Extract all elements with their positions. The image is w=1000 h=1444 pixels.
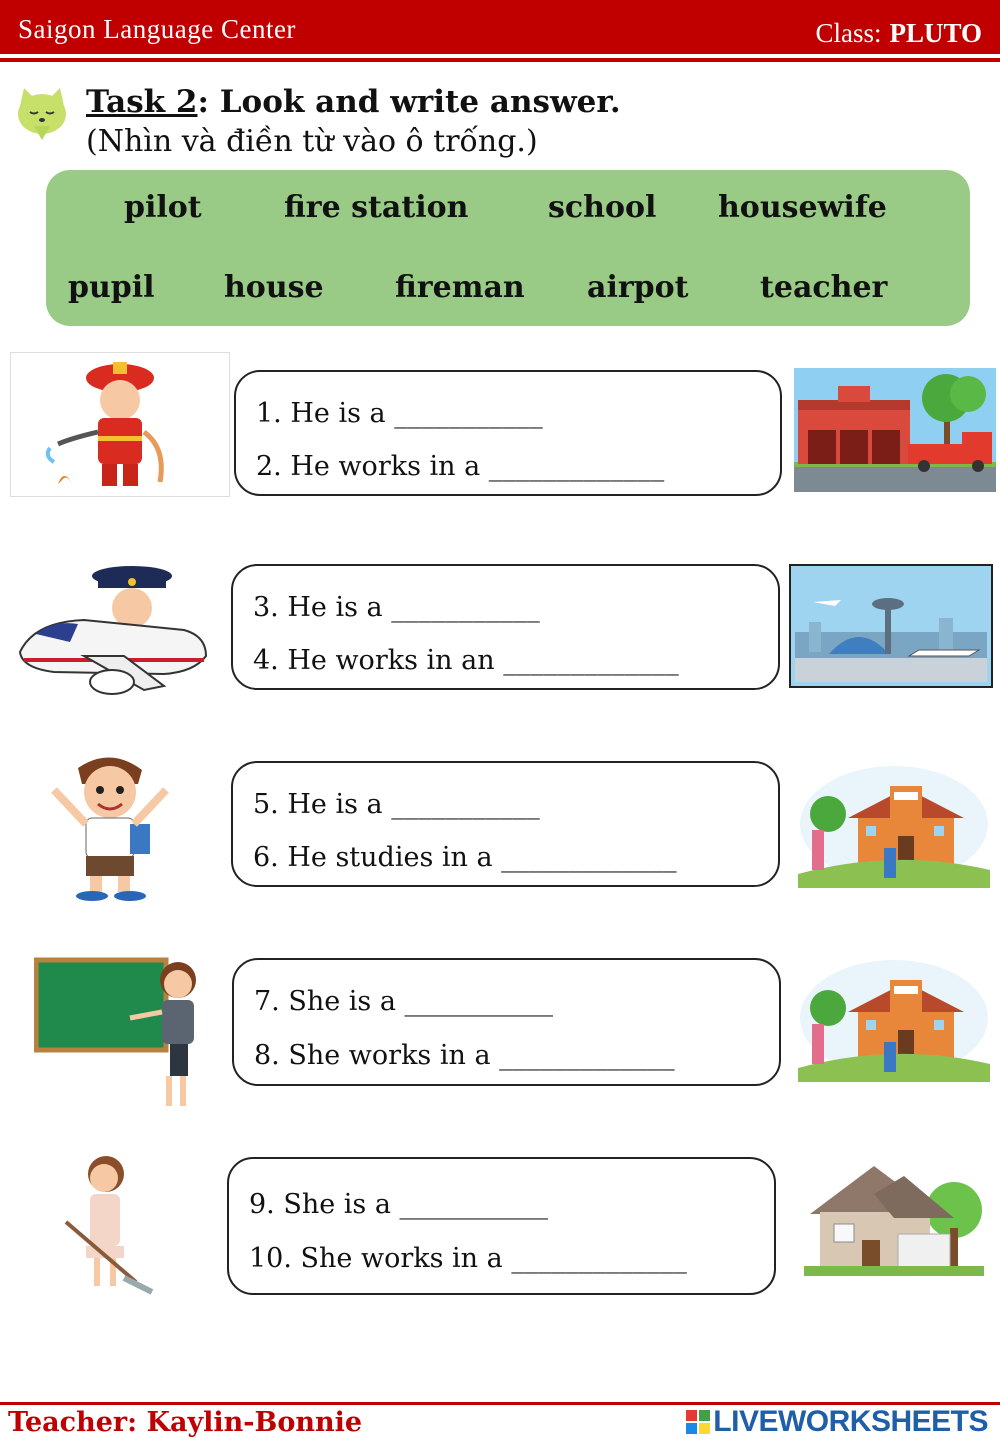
airport-picture — [789, 564, 993, 688]
header-bar — [0, 0, 1000, 54]
liveworksheets-icon — [686, 1410, 710, 1434]
fire-station-picture — [794, 368, 996, 492]
word-pilot: pilot — [124, 190, 202, 225]
task-number: Task 2 — [86, 84, 198, 120]
word-airpot: airpot — [587, 270, 689, 305]
word-house: house — [224, 270, 324, 305]
question-1: 1. He is a ___________ — [256, 398, 543, 429]
question-box-2 — [231, 564, 780, 690]
task-title — [86, 84, 621, 120]
task-instruction: : Look and write answer. — [197, 84, 621, 120]
class-label-text: Class: — [815, 18, 882, 48]
question-3: 3. He is a ___________ — [253, 592, 540, 623]
liveworksheets-text: LIVEWORKSHEETS — [713, 1405, 988, 1438]
teacher-credit: Teacher: Kaylin-Bonnie — [8, 1407, 363, 1438]
word-school: school — [548, 190, 657, 225]
question-4: 4. He works in an _____________ — [253, 645, 679, 676]
question-7: 7. She is a ___________ — [254, 986, 554, 1017]
word-housewife: housewife — [718, 190, 887, 225]
question-10: 10. She works in a _____________ — [249, 1243, 687, 1274]
question-box-3 — [231, 761, 780, 887]
header-divider — [0, 58, 1000, 62]
class-label — [815, 18, 982, 49]
question-9: 9. She is a ___________ — [249, 1189, 549, 1220]
housewife-picture — [56, 1152, 160, 1300]
word-pupil: pupil — [68, 270, 155, 305]
class-value: PLUTO — [889, 18, 982, 48]
word-teacher: teacher — [760, 270, 888, 305]
center-name: Saigon Language Center — [18, 14, 296, 44]
question-box-5 — [227, 1157, 776, 1295]
school-picture-2 — [798, 958, 990, 1082]
question-2: 2. He works in a _____________ — [256, 451, 665, 482]
question-box-1 — [234, 370, 782, 496]
school-picture — [798, 764, 990, 888]
liveworksheets-logo — [686, 1405, 988, 1439]
question-6: 6. He studies in a _____________ — [253, 842, 677, 873]
teacher-picture — [34, 956, 210, 1112]
question-5: 5. He is a ___________ — [253, 789, 540, 820]
word-bank — [46, 170, 970, 326]
word-fire-station: fire station — [284, 190, 469, 225]
word-fireman: fireman — [395, 270, 525, 305]
cat-icon — [12, 84, 72, 144]
question-box-4 — [232, 958, 781, 1086]
fireman-picture — [10, 352, 230, 497]
pupil-picture — [30, 750, 188, 902]
task-subtitle: (Nhìn và điền từ vào ô trống.) — [86, 124, 538, 159]
house-picture — [804, 1158, 984, 1276]
pilot-picture — [14, 560, 214, 700]
question-8: 8. She works in a _____________ — [254, 1040, 675, 1071]
